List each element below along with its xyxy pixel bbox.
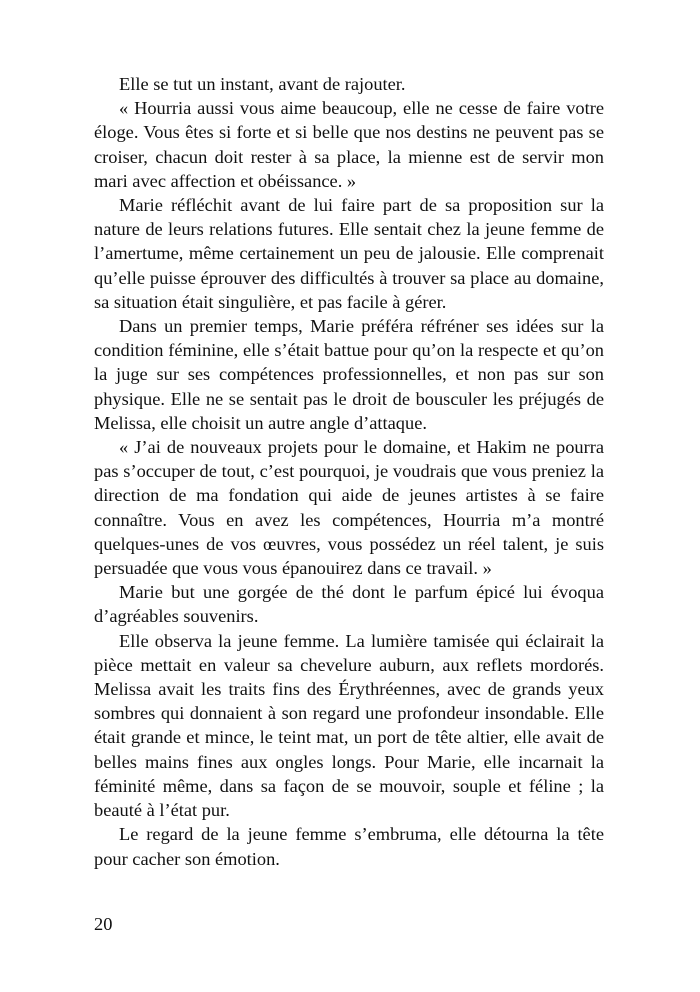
paragraph: Elle se tut un instant, avant de rajouter. <box>119 74 406 94</box>
paragraph: Dans un premier temps, Marie préféra réfréner ses idées sur la condition féminine, elle s’était battue pour qu’on la respecte et qu’on la juge sur ses compétences professionnelles, et non pas sur son physique. Elle ne se sentait pas le droit de bousculer les préjugés de Melissa, elle choisit un autre angle d’attaque. <box>94 316 604 433</box>
paragraph: Elle observa la jeune femme. La lumière tamisée qui éclairait la pièce mettait en valeur sa chevelure auburn, aux reflets mordorés. Melissa avait les traits fins des Érythréennes, avec de grands yeux sombres qui donnaient à son regard une profondeur insondable. Elle était grande et mince, le teint mat, un port de tête altier, elle avait de belles mains fines aux ongles longs. Pour Marie, elle incarnait la féminité même, dans sa façon de se mouvoir, souple et féline ; la beauté à l’état pur. <box>94 630 604 821</box>
paragraph: « J’ai de nouveaux projets pour le domaine, et Hakim ne pourra pas s’occuper de tout, c’est pourquoi, je voudrais que vous preniez la direction de ma fondation qui aide de jeunes artistes à se faire connaître. Vous en avez les compétences, Hourria m’a montré quelques-unes de vos œuvres, vous possédez un réel talent, je suis persuadée que vous vous épanouirez dans ce travail. » <box>94 437 604 579</box>
paragraph: Le regard de la jeune femme s’embruma, elle détourna la tête pour cacher son émotion. <box>94 824 604 869</box>
body-text <box>94 72 604 871</box>
paragraph: « Hourria aussi vous aime beaucoup, elle ne cesse de faire votre éloge. Vous êtes si forte et si belle que nos destins ne peuvent pas se croiser, chacun doit rester à sa place, la mienne est de servir mon mari avec affection et obéissance. » <box>94 98 604 191</box>
paragraph: Marie but une gorgée de thé dont le parfum épicé lui évoqua d’agréables souvenirs. <box>94 582 604 627</box>
page-number: 20 <box>94 914 113 934</box>
paragraph: Marie réfléchit avant de lui faire part de sa proposition sur la nature de leurs relations futures. Elle sentait chez la jeune femme de l’amertume, même certainement un peu de jalousie. Elle comprenait qu’elle puisse éprouver des difficultés à trouver sa place au domaine, sa situation était singulière, et pas facile à gérer. <box>94 195 604 312</box>
